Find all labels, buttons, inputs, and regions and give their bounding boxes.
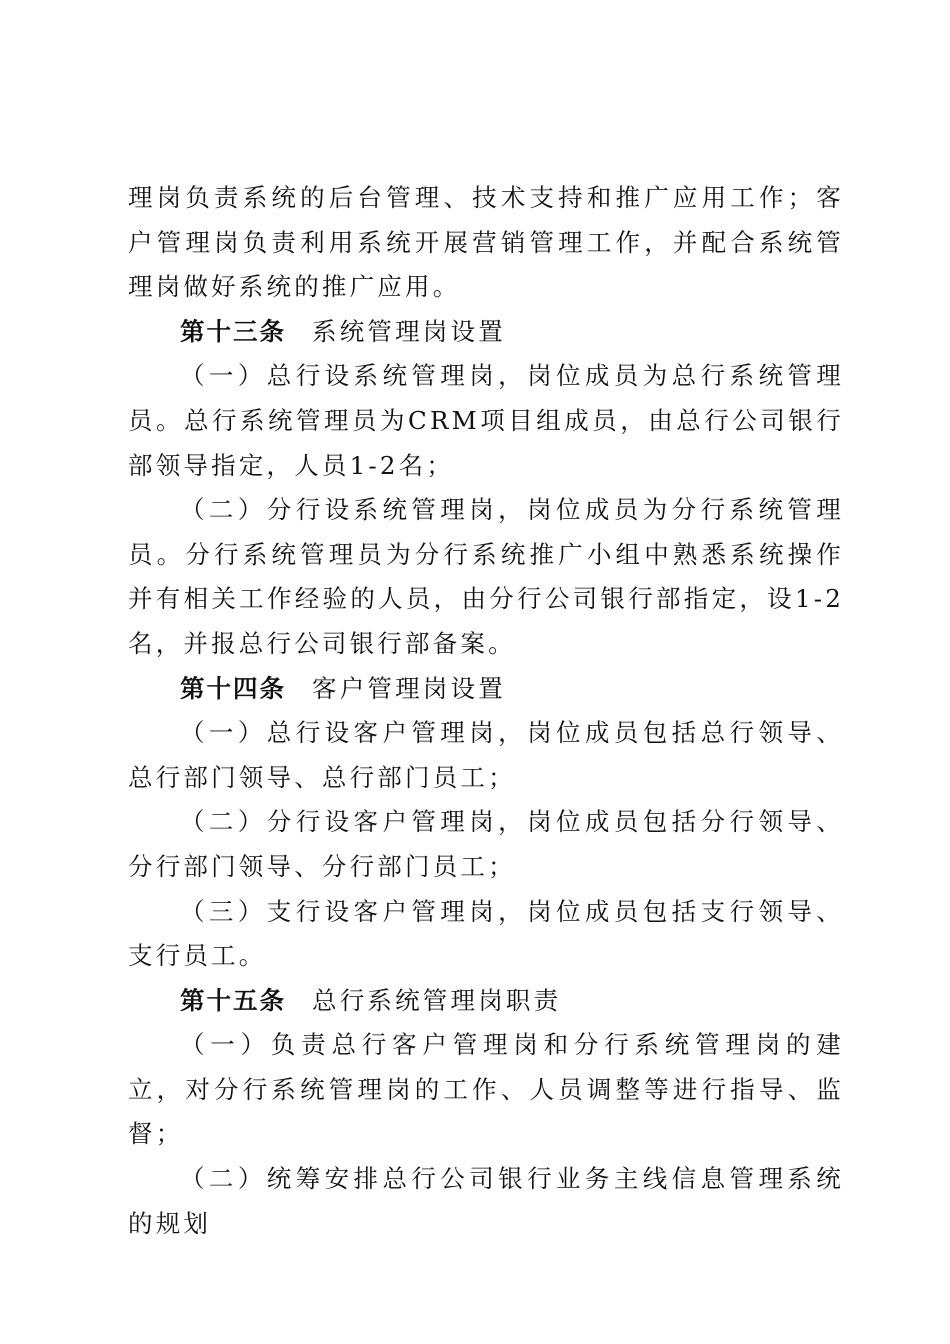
article-13-item-1: （一）总行设系统管理岗，岗位成员为总行系统管理员。总行系统管理员为CRM项目组成员，由总行公司银行部领导指定，人员1-2名； — [128, 361, 844, 480]
article-13-title: 系统管理岗设置 — [312, 316, 506, 346]
article-15-heading — [128, 979, 844, 1024]
article-13-heading — [128, 310, 844, 355]
article-13-number: 第十三条 — [180, 316, 286, 346]
article-14-title: 客户管理岗设置 — [312, 673, 506, 703]
article-14-number: 第十四条 — [180, 673, 286, 703]
article-15-item-1: （一）负责总行客户管理岗和分行系统管理岗的建立，对分行系统管理岗的工作、人员调整等进行指导、监督； — [128, 1030, 844, 1149]
article-14-item-1: （一）总行设客户管理岗，岗位成员包括总行领导、总行部门领导、总行部门员工； — [128, 718, 844, 792]
article-13-item-2: （二）分行设系统管理岗，岗位成员为分行系统管理员。分行系统管理员为分行系统推广小组中熟悉系统操作并有相关工作经验的人员，由分行公司银行部指定，设1-2名，并报总行公司银行部备案。 — [128, 495, 844, 658]
article-15-item-2: （二）统筹安排总行公司银行业务主线信息管理系统的规划 — [128, 1164, 844, 1238]
document-page — [128, 176, 844, 1246]
paragraph-continuation: 理岗负责系统的后台管理、技术支持和推广应用工作；客户管理岗负责利用系统开展营销管理工作，并配合系统管理岗做好系统的推广应用。 — [128, 183, 844, 302]
article-14-heading — [128, 667, 844, 712]
article-14-item-2: （二）分行设客户管理岗，岗位成员包括分行领导、分行部门领导、分行部门员工； — [128, 807, 844, 881]
article-15-title: 总行系统管理岗职责 — [312, 985, 562, 1015]
article-15-number: 第十五条 — [180, 985, 286, 1015]
article-14-item-3: （三）支行设客户管理岗，岗位成员包括支行领导、支行员工。 — [128, 896, 844, 971]
